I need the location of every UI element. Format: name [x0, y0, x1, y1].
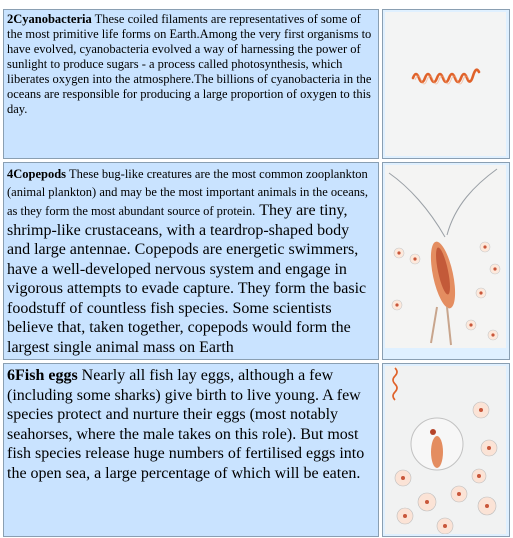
- entry-description-large: They are tiny, shrimp-like crustaceans, with a teardrop-shaped body and large antennae. Copepods are energetic swimmers, have a well-developed nervous system and engage in vigorous attempts to evade capture. They form the basic foodstuff of countless fish species. Some scientists believe that, taken together, copepods would form the largest single animal mass on Earth: [7, 202, 367, 356]
- fish-eggs-photo: [385, 366, 506, 534]
- entry-description-small: These bug-like creatures are the most common zooplankton (animal plankton) and may be the most important animals in the oceans, as they form the most abundant source of protein.: [7, 167, 369, 218]
- entry-number: 2: [7, 12, 14, 26]
- table-row: [3, 9, 510, 159]
- entry-description: Nearly all fish lay eggs, although a few (including some sharks) give birth to live young. A few species protect and nurture their eggs (most notably seahorses, where the male takes on this role). But most fish species release huge numbers of fertilised eggs into the open sea, a large percentage of which will be eaten.: [7, 367, 365, 482]
- entry-image-cell: [382, 9, 510, 159]
- entry-name: Copepods: [13, 167, 67, 181]
- copepod-photo: [385, 165, 506, 348]
- entry-text-cell: [3, 162, 379, 360]
- entry-number: 4: [7, 167, 14, 181]
- entry-description: These coiled filaments are representatives of some of the most primitive life forms on Earth.Among the very first organisms to have evolved, cyanobacteria evolved a way of harnessing the power of sunlight to produce sugars - a process called photosynthesis, which liberates oxygen into the atmosphere.The billions of cyanobacteria in the oceans are responsible for producing a large proportion of oxygen to this day.: [7, 12, 372, 116]
- table-row: [3, 363, 510, 537]
- entry-name: Cyanobacteria: [13, 12, 92, 26]
- entry-text-cell: [3, 363, 379, 537]
- entry-text-cell: [3, 9, 379, 159]
- entry-image-cell: [382, 162, 510, 360]
- entry-image-cell: [382, 363, 510, 537]
- table-row: [3, 162, 510, 360]
- plankton-table: [0, 6, 513, 538]
- cyanobacteria-spiral-photo: [385, 12, 506, 156]
- entry-name: Fish eggs: [15, 367, 78, 384]
- entry-number: 6: [7, 367, 15, 384]
